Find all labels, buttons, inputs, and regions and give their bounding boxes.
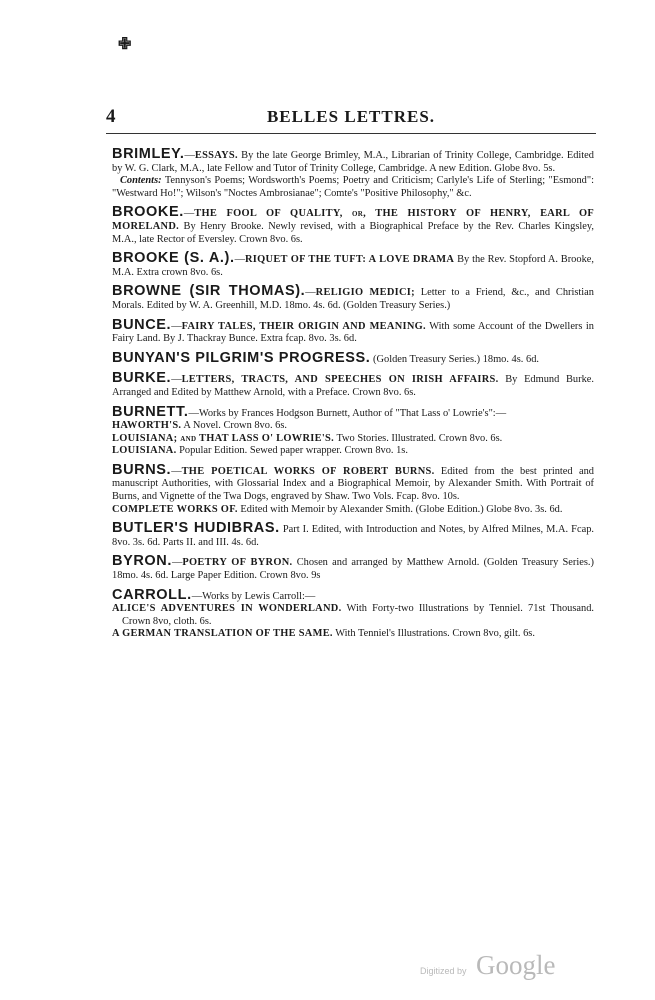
- entry-bunce: BUNCE.—FAIRY TALES, THEIR ORIGIN AND MEANING. With some Account of the Dwellers in Fairy Land. By J. Thackray Bunce. Extra fcap. 8vo. 3s. 6d.: [112, 316, 594, 345]
- entry-name: BROOKE (S. A.).: [112, 250, 235, 267]
- running-head: BELLES LETTRES.: [266, 107, 436, 126]
- entry-name: BURKE.: [112, 370, 172, 387]
- entry-text: By the late George Brimley, M.A., Librarian of Trinity College, Cambridge. Edited by W. G. Clark, M.A., late Fellow and Tutor of Trinity College, Cambridge. A new Edition. Globe 8vo. 5s.: [112, 150, 594, 174]
- entry-title: THE FOOL OF QUALITY, or, THE HISTORY OF HENRY, EARL OF MORELAND.: [112, 208, 594, 232]
- entry-text: By Henry Brooke. Newly revised, with a Biographical Preface by the Rev. Charles Kingsley, M.A., late Rector of Eversley. Crown 8vo. 6s.: [112, 220, 594, 245]
- entry-text: Works by Frances Hodgson Burnett, Author of "That Lass o' Lowrie's":—: [198, 407, 507, 419]
- entry-name: BURNETT.: [112, 403, 189, 420]
- header-rule: [106, 133, 596, 134]
- entry-title: ESSAYS.: [194, 150, 238, 161]
- entry-text: With some Account of the Dwellers in Fairy Land. By J. Thackray Bunce. Extra fcap. 8vo. 3s. 6d.: [112, 320, 594, 345]
- google-watermark: [420, 950, 560, 990]
- page-number: 4: [106, 106, 116, 127]
- entry-text: Part I. Edited, with Introduction and Notes, by Alfred Milnes, M.A. Fcap. 8vo. 3s. 6d. Parts II. and III. 4s. 6d.: [112, 524, 594, 548]
- entry-title: POETRY OF BYRON.: [182, 557, 293, 569]
- entry-text: Chosen and arranged by Matthew Arnold. (Golden Treasury Series.) 18mo. 4s. 6d. Large Paper Edition. Crown 8vo. 9s: [112, 557, 594, 582]
- sub-title: LOUISIANA.: [112, 445, 177, 457]
- entry-contents: [112, 175, 594, 200]
- contents-label: Contents:: [120, 175, 162, 187]
- entry-title: FAIRY TALES, THEIR ORIGIN AND MEANING.: [181, 320, 426, 332]
- sub-title: ALICE'S ADVENTURES IN WONDERLAND.: [112, 603, 342, 615]
- sub-text: Popular Edition. Sewed paper wrapper. Crown 8vo. 1s.: [179, 445, 408, 457]
- sub-text: Two Stories. Illustrated. Crown 8vo. 6s.: [336, 432, 503, 444]
- watermark-caption: Digitized by: [420, 966, 467, 976]
- page-header: [106, 106, 596, 130]
- sub-text: A Novel. Crown 8vo. 6s.: [183, 420, 287, 432]
- sub-text: With Tenniel's Illustrations. Crown 8vo, gilt. 6s.: [335, 628, 535, 640]
- entry-text: Works by Lewis Carroll:—: [202, 590, 316, 602]
- entry-text: By Edmund Burke. Arranged and Edited by Matthew Arnold, with a Preface. Crown 8vo. 6s.: [112, 374, 594, 398]
- entry-title: RIQUET OF THE TUFT: A LOVE DRAMA: [244, 254, 455, 266]
- entry-text: (Golden Treasury Series.) 18mo. 4s. 6d.: [373, 353, 539, 365]
- entry-title: THE POETICAL WORKS OF ROBERT BURNS.: [181, 465, 435, 477]
- sub-title: COMPLETE WORKS OF.: [112, 503, 238, 515]
- entry-title: RELIGIO MEDICI;: [315, 287, 415, 299]
- margin-mark: ✙: [118, 36, 132, 53]
- entry-name: CARROLL.: [112, 586, 192, 603]
- entry-text: By the Rev. Stopford A. Brooke, M.A. Extra crown 8vo. 6s.: [112, 254, 594, 278]
- sub-text: With Forty-two Illustrations by Tenniel. 71st Thousand. Crown 8vo, cloth. 6s.: [122, 603, 594, 627]
- entry-burnett: BURNETT.—Works by Frances Hodgson Burnett, Author of "That Lass o' Lowrie's":— HAWORTH'S. A Novel. Crown 8vo. 6s. LOUISIANA; and THAT LASS O' LOWRIE'S. Two Stories. Illustrated. Crown 8vo. 6s. LOUISIANA. Popular Edition. Sewed paper wrapper. Crown 8vo. 1s.: [112, 406, 594, 458]
- entry-brooke: BROOKE.—THE FOOL OF QUALITY, or, THE HISTORY OF HENRY, EARL OF MORELAND. By Henry Brooke. Newly revised, with a Biographical Preface by the Rev. Charles Kingsley, M.A., late Rector of Eversley. Crown 8vo. 6s.: [112, 204, 594, 245]
- entry-butler: [112, 522, 594, 549]
- sub-work: [112, 420, 594, 433]
- sub-title: A GERMAN TRANSLATION OF THE SAME.: [112, 628, 333, 640]
- entry-name: BROWNE (SIR THOMAS).: [112, 283, 306, 300]
- entry-brimley: BRIMLEY.—ESSAYS. By the late George Brimley, M.A., Librarian of Trinity College, Cambridge. Edited by W. G. Clark, M.A., late Fellow and Tutor of Trinity College, Cambridge. A new Edition. Globe 8vo. 5s. Contents: Tennyson's Poems; Wordsworth's Poems; Poetry and Criticism; Carlyle's Life of Sterling; "Esmond": "Westward Ho!"; Wilson's "Noctes Ambrosianae"; Comte's "Positive Philosophy," &c.: [112, 146, 594, 199]
- entry-bunyan: [112, 349, 594, 367]
- entry-title: LETTERS, TRACTS, AND SPEECHES ON IRISH AFFAIRS.: [181, 374, 499, 386]
- sub-title: LOUISIANA; and THAT LASS O' LOWRIE'S.: [112, 432, 335, 444]
- catalogue-body: [112, 148, 594, 647]
- entry-name: BURNS.: [112, 461, 172, 478]
- sub-title: HAWORTH'S.: [112, 420, 182, 432]
- entry-text: Edited from the best printed and manuscript Authorities, with Glossarial Index and a Biographical Memoir, by Alexander Smith. With Portrait of Burns, and Vignette of the Twa Dogs, engraved by Shaw. Two Vols. Fcap. 8vo. 10s.: [112, 465, 594, 503]
- sub-work: [112, 603, 594, 628]
- sub-work: [112, 628, 594, 641]
- entry-name: BUTLER'S HUDIBRAS.: [112, 520, 280, 537]
- entry-name: BYRON.: [112, 553, 172, 570]
- contents-text: Tennyson's Poems; Wordsworth's Poems; Poetry and Criticism; Carlyle's Life of Sterling; "Esmond": "Westward Ho!"; Wilson's "Noctes Ambrosianae"; Comte's "Positive Philosophy," &c.: [112, 175, 594, 199]
- entry-name: BROOKE.: [112, 204, 184, 221]
- entry-byron: BYRON.—POETRY OF BYRON. Chosen and arranged by Matthew Arnold. (Golden Treasury Series.) 18mo. 4s. 6d. Large Paper Edition. Crown 8vo. 9s: [112, 553, 594, 582]
- entry-brooke-sa: BROOKE (S. A.).—RIQUET OF THE TUFT: A LOVE DRAMA By the Rev. Stopford A. Brooke, M.A. Extra crown 8vo. 6s.: [112, 250, 594, 278]
- entry-browne: BROWNE (SIR THOMAS).—RELIGIO MEDICI; Letter to a Friend, &c., and Christian Morals. Edited by W. A. Greenhill, M.D. 18mo. 4s. 6d. (Golden Treasury Series.): [112, 283, 594, 311]
- sub-text: Edited with Memoir by Alexander Smith. (Globe Edition.) Globe 8vo. 3s. 6d.: [240, 503, 563, 515]
- sub-work: [112, 433, 594, 446]
- sub-work: [112, 445, 594, 458]
- entry-burke: BURKE.—LETTERS, TRACTS, AND SPEECHES ON IRISH AFFAIRS. By Edmund Burke. Arranged and Edited by Matthew Arnold, with a Preface. Crown 8vo. 6s.: [112, 370, 594, 398]
- entry-name: BUNYAN'S PILGRIM'S PROGRESS.: [112, 349, 371, 366]
- watermark-logo: Google: [476, 950, 556, 980]
- entry-burns: BURNS.—THE POETICAL WORKS OF ROBERT BURNS. Edited from the best printed and manuscript Authorities, with Glossarial Index and a Biographical Memoir, by Alexander Smith. With Portrait of Burns, and Vignette of the Twa Dogs, engraved by Shaw. Two Vols. Fcap. 8vo. 10s. COMPLETE WORKS OF. Edited with Memoir by Alexander Smith. (Globe Edition.) Globe 8vo. 3s. 6d.: [112, 461, 594, 515]
- entry-name: BRIMLEY.: [112, 146, 185, 162]
- sub-work: [112, 504, 594, 517]
- entry-carroll: CARROLL.—Works by Lewis Carroll:— ALICE'S ADVENTURES IN WONDERLAND. With Forty-two Illustrations by Tenniel. 71st Thousand. Crown 8vo, cloth. 6s. A GERMAN TRANSLATION OF THE SAME. With Tenniel's Illustrations. Crown 8vo, gilt. 6s.: [112, 586, 594, 640]
- entry-text: Letter to a Friend, &c., and Christian Morals. Edited by W. A. Greenhill, M.D. 18mo. 4s. 6d. (Golden Treasury Series.): [112, 287, 594, 311]
- entry-name: BUNCE.: [112, 316, 172, 333]
